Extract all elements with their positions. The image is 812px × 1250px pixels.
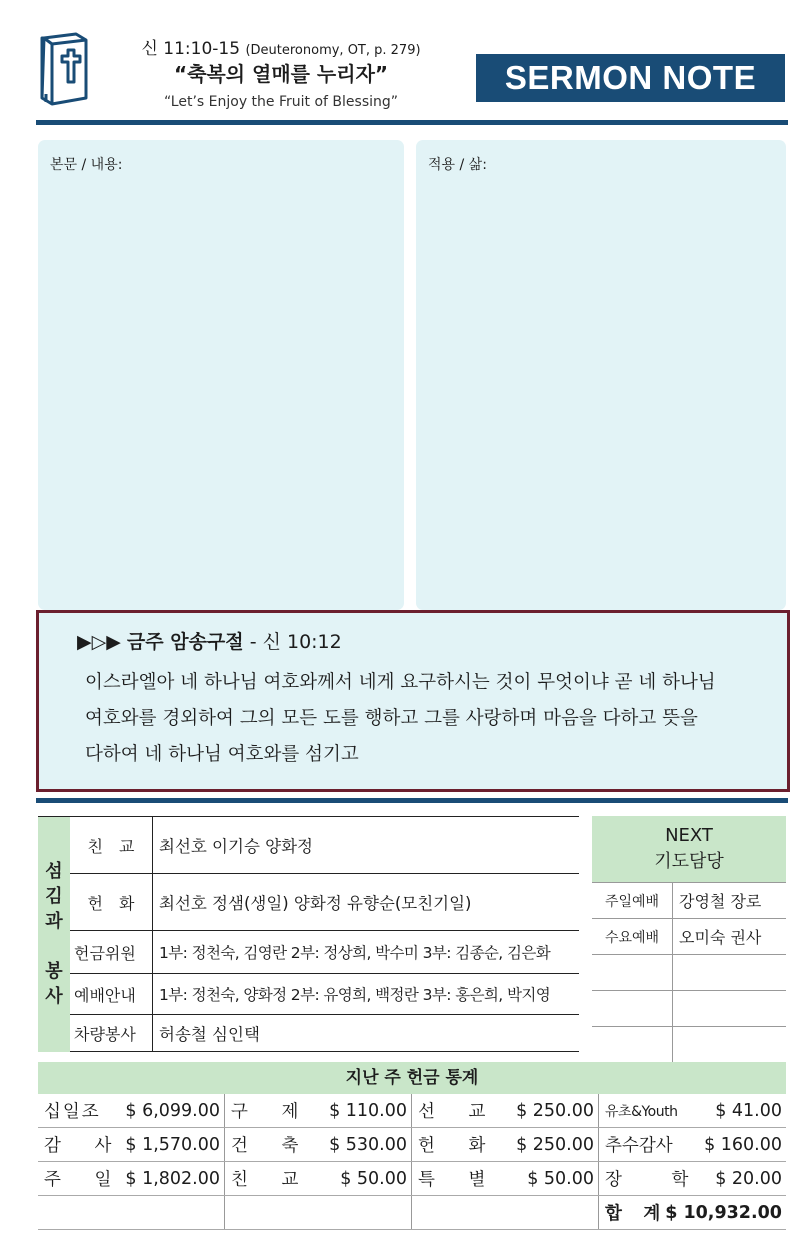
table-row xyxy=(592,991,786,1027)
next-prayer-header xyxy=(592,816,786,883)
offering-type: 유초&Youth xyxy=(605,1103,678,1120)
total-amount: $ 10,932.00 xyxy=(665,1202,782,1223)
service-name: 수요예배 xyxy=(592,919,673,955)
header-divider xyxy=(36,120,788,125)
service-category-label: 섬 김 과 봉 사 xyxy=(38,817,70,1052)
next-label: NEXT xyxy=(665,825,713,846)
prayer-leader: 오미숙 권사 xyxy=(673,919,787,955)
memory-verse-label: 금주 암송구절 xyxy=(126,631,244,653)
table-row xyxy=(592,919,786,955)
memory-verse-line: 다하여 네 하나님 여호와를 섬기고 xyxy=(85,744,359,765)
memory-verse-line: 이스라엘아 네 하나님 여호와께서 네게 요구하시는 것이 무엇이냐 곧 네 하나님 xyxy=(85,672,716,693)
offering-table xyxy=(38,1094,786,1230)
offering-type: 헌 화 xyxy=(418,1136,500,1156)
sermon-title-korean: “축복의 열매를 누리자” xyxy=(173,62,389,86)
offering-amount: $ 160.00 xyxy=(704,1134,782,1155)
table-row xyxy=(38,1196,786,1230)
sermon-title-english: “Let’s Enjoy the Fruit of Blessing” xyxy=(163,94,399,110)
offering-type: 장 학 xyxy=(605,1170,711,1190)
offering-amount: $ 41.00 xyxy=(715,1100,782,1121)
offering-amount: $ 530.00 xyxy=(329,1134,408,1155)
offering-amount: $ 250.00 xyxy=(516,1100,595,1121)
role-label: 예배안내 xyxy=(70,974,153,1015)
verse-source: (Deuteronomy, OT, p. 279) xyxy=(245,43,421,58)
table-row xyxy=(38,1015,579,1052)
arrows-icon: ▶▷▶ xyxy=(77,631,121,653)
application-notes-box[interactable] xyxy=(416,140,786,610)
next-prayer-table xyxy=(592,816,786,1063)
table-row xyxy=(38,1128,786,1162)
offering-amount: $ 50.00 xyxy=(340,1168,408,1189)
offering-type: 친 교 xyxy=(231,1170,313,1190)
role-value: 허송철 심인택 xyxy=(153,1015,580,1052)
application-notes-label: 적용 / 삶: xyxy=(428,157,487,173)
table-row xyxy=(592,883,786,919)
prayer-duty-label: 기도담당 xyxy=(654,851,724,872)
role-label: 차량봉사 xyxy=(70,1015,153,1052)
table-row xyxy=(38,1162,786,1196)
offering-type: 추수감사 xyxy=(605,1136,673,1156)
offering-type: 감 사 xyxy=(44,1136,126,1156)
offering-type: 건 축 xyxy=(231,1136,313,1156)
offering-amount: $ 110.00 xyxy=(329,1100,408,1121)
service-volunteers-table xyxy=(38,816,579,1052)
table-row xyxy=(592,955,786,991)
table-row xyxy=(592,1027,786,1063)
memory-verse-heading xyxy=(77,627,342,654)
memory-verse-ref: - 신 10:12 xyxy=(249,631,342,653)
sermon-note-banner: SERMON NOTE xyxy=(476,54,785,102)
table-row xyxy=(38,817,579,874)
table-row xyxy=(38,1094,786,1128)
memory-verse-text xyxy=(85,665,785,773)
offering-amount: $ 20.00 xyxy=(715,1168,782,1189)
role-value: 1부: 정천숙, 김영란 2부: 정상희, 박수미 3부: 김종순, 김은화 xyxy=(153,931,580,974)
offering-type: 주 일 xyxy=(44,1170,126,1190)
offering-amount: $ 50.00 xyxy=(527,1168,595,1189)
role-label: 친 교 xyxy=(70,817,153,874)
verse-ref: 신 11:10-15 xyxy=(141,39,241,59)
section-divider xyxy=(36,798,788,803)
offering-type: 선 교 xyxy=(418,1102,500,1122)
body-notes-box[interactable] xyxy=(38,140,404,610)
role-value: 최선호 이기승 양화정 xyxy=(153,817,580,874)
offering-type: 구 제 xyxy=(231,1102,313,1122)
role-value: 최선호 정샘(생일) 양화정 유향순(모친기일) xyxy=(153,874,580,931)
offering-amount: $ 6,099.00 xyxy=(125,1100,221,1121)
offering-title: 지난 주 헌금 통계 xyxy=(38,1062,786,1094)
table-row xyxy=(38,874,579,931)
offering-amount: $ 1,802.00 xyxy=(125,1168,221,1189)
prayer-leader: 강영철 장로 xyxy=(673,883,787,919)
service-name: 주일예배 xyxy=(592,883,673,919)
offering-type: 특 별 xyxy=(418,1170,500,1190)
role-label: 헌 화 xyxy=(70,874,153,931)
memory-verse-box xyxy=(36,610,790,792)
table-row xyxy=(38,931,579,974)
role-value: 1부: 정천숙, 양화정 2부: 유영희, 백정란 3부: 홍은희, 박지영 xyxy=(153,974,580,1015)
total-label: 합 계 xyxy=(605,1204,663,1224)
body-notes-label: 본문 / 내용: xyxy=(50,157,123,173)
offering-amount: $ 1,570.00 xyxy=(125,1134,221,1155)
offering-type: 십일조 xyxy=(44,1102,101,1122)
role-label: 헌금위원 xyxy=(70,931,153,974)
memory-verse-line: 여호와를 경외하여 그의 모든 도를 행하고 그를 사랑하며 마음을 다하고 뜻을 xyxy=(85,708,698,729)
table-row xyxy=(38,974,579,1015)
offering-amount: $ 250.00 xyxy=(516,1134,595,1155)
